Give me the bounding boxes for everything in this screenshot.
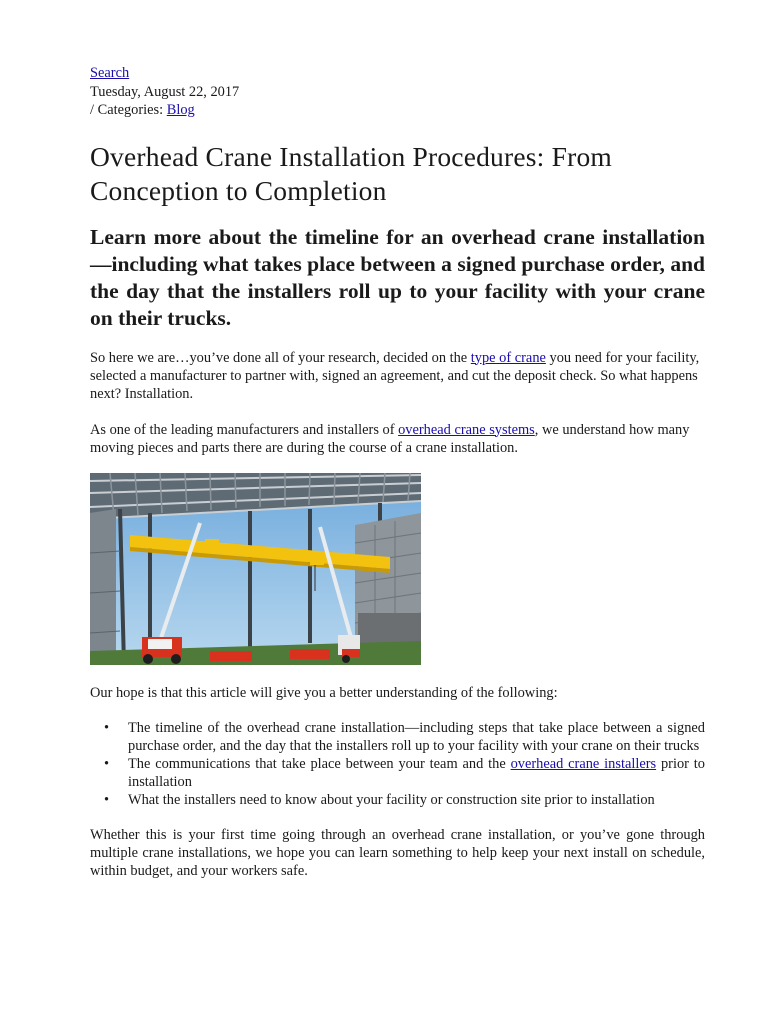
post-date: Tuesday, August 22, 2017 xyxy=(90,83,240,100)
post-categories xyxy=(90,101,705,120)
intro-paragraph xyxy=(90,349,705,403)
search-link[interactable]: Search xyxy=(90,65,130,81)
closing-paragraph: Whether this is your first time going through an overhead crane installation, or you’ve gone through multiple crane installations, we hope you can learn something to help keep your next install on schedule, within budget, and your workers safe. xyxy=(90,826,705,879)
overhead-crane-installers-link[interactable]: overhead crane installers xyxy=(510,755,657,772)
article-goal-paragraph: Our hope is that this article will give you a better understanding of the following: xyxy=(90,684,558,701)
manufacturer-text-start: As one of the leading manufacturers and installers of xyxy=(90,421,399,438)
categories-prefix: / Categories: xyxy=(90,102,167,118)
list-item: • What the installers need to know about your facility or construction site prior to installation xyxy=(128,791,705,809)
crane-installation-photo xyxy=(90,473,421,665)
type-of-crane-link[interactable]: type of crane xyxy=(470,349,546,366)
list-item: • The timeline of the overhead crane installation—including steps that take place between a signed purchase order, and the day that the installers roll up to your facility with your crane on their trucks xyxy=(128,719,705,755)
manufacturer-text-end: , we understand how many moving pieces and parts there are during the course of a crane installation. xyxy=(90,421,690,456)
intro-text-start: So here we are…you’ve done all of your research, decided on the xyxy=(90,349,471,366)
article-title: Overhead Crane Installation Procedures: From Conception to Completion xyxy=(90,140,612,206)
post-meta xyxy=(90,64,705,120)
intro-text-end: you need for your facility, selected a manufacturer to partner with, signed an agreement, and cut the deposit check. So what happens next? Installation. xyxy=(90,349,700,402)
article-page xyxy=(90,64,705,880)
overhead-crane-systems-link[interactable]: overhead crane systems xyxy=(398,421,535,438)
list-item-text-start: The communications that take place between your team and the xyxy=(128,755,511,772)
manufacturer-paragraph xyxy=(90,421,705,457)
list-item xyxy=(128,755,705,791)
category-link-blog[interactable]: Blog xyxy=(166,102,195,118)
article-subtitle: Learn more about the timeline for an overhead crane installation—including what takes place between a signed purchase order, and the day that the installers roll up to your facility with your crane on their trucks. xyxy=(90,224,705,330)
topics-list xyxy=(90,719,705,809)
list-item-text-end: prior to installation xyxy=(128,755,705,790)
